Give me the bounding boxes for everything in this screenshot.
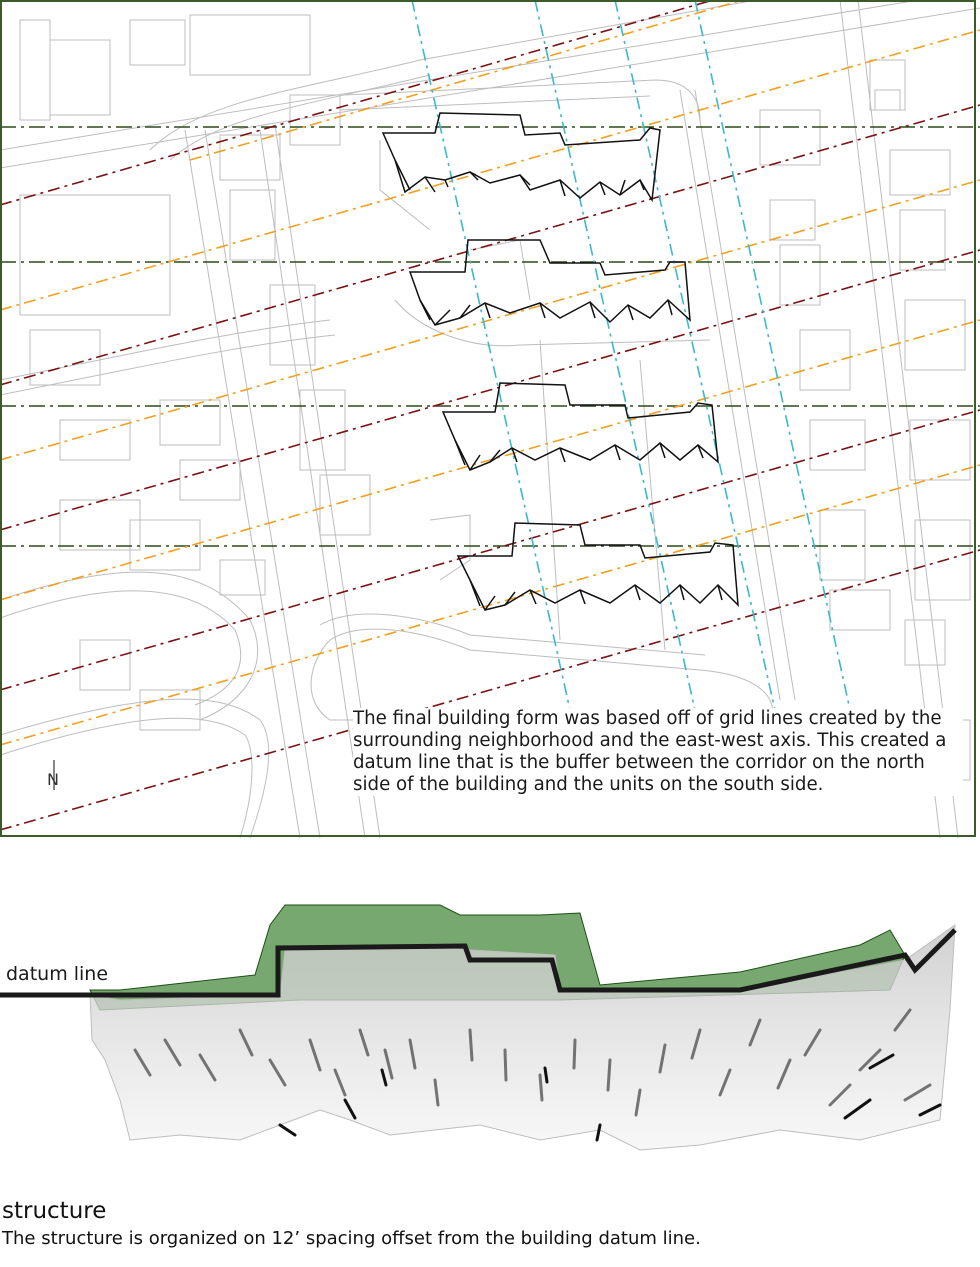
section-description: The structure is organized on 12’ spacing offset from the building datum line. (2, 1228, 701, 1249)
plan-caption: The final building form was based off of grid lines created by the surrounding neighborhood and the east-west axis. This created a datum line that is the buffer between the corridor on the north side of the building and the units on the south side. (353, 708, 963, 796)
north-label: N (47, 770, 59, 789)
structure-axonometric (0, 880, 980, 1160)
section-title: structure (2, 1198, 107, 1224)
datum-line-label: datum line (6, 963, 109, 985)
